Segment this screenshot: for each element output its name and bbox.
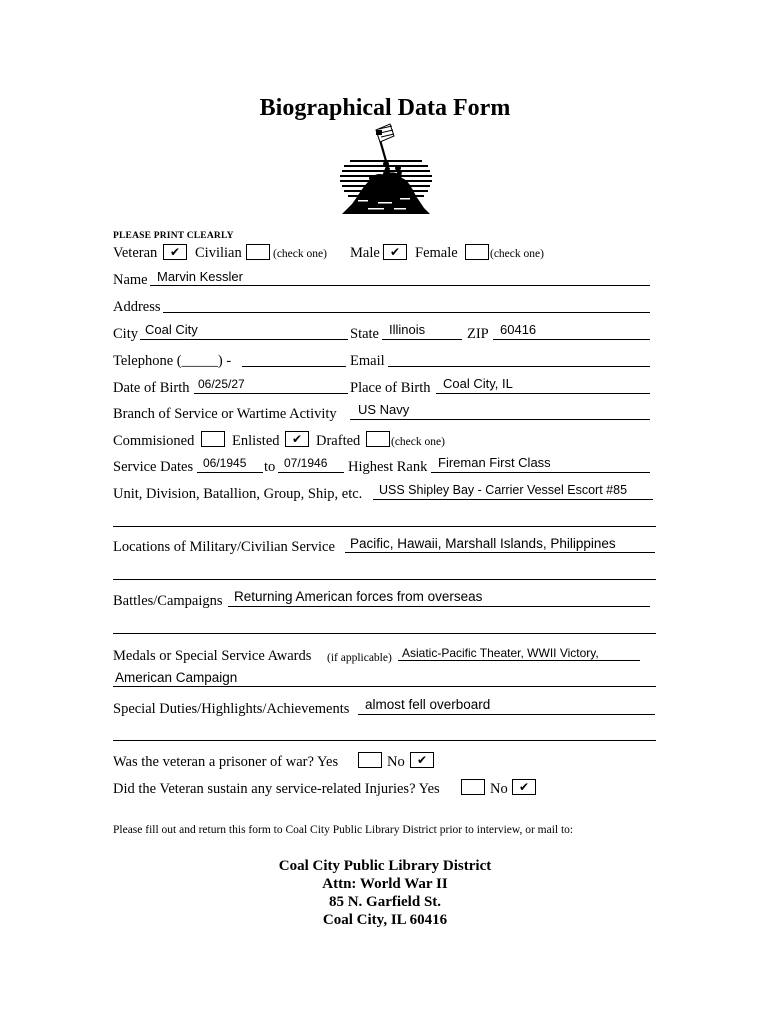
pow-question: Was the veteran a prisoner of war? Yes [113, 754, 339, 770]
zip-label: ZIP [467, 326, 489, 342]
drafted-checkbox[interactable] [366, 431, 390, 447]
female-checkbox[interactable] [465, 244, 489, 260]
special-duties-continuation-line[interactable] [113, 740, 656, 741]
civilian-label: Civilian [195, 245, 242, 261]
email-label: Email [350, 353, 385, 369]
to-label: to [264, 459, 276, 475]
unit-label: Unit, Division, Batallion, Group, Ship, etc. [113, 486, 363, 502]
battles-label: Battles/Campaigns [113, 593, 223, 609]
city-label: City [113, 326, 138, 342]
locations-label: Locations of Military/Civilian Service [113, 539, 335, 555]
state-label: State [350, 326, 379, 342]
pob-value: Coal City, IL [443, 376, 513, 391]
branch-field[interactable] [350, 419, 650, 420]
service-to-value: 07/1946 [284, 456, 328, 470]
telephone-field[interactable] [242, 366, 346, 367]
form-title: Biographical Data Form [259, 95, 511, 121]
unit-field[interactable] [373, 499, 653, 500]
enlisted-label: Enlisted [232, 433, 280, 449]
flag-raising-emblem-icon [338, 122, 434, 222]
city-value: Coal City [145, 322, 198, 337]
unit-value: USS Shipley Bay - Carrier Vessel Escort #85 [379, 483, 628, 497]
battles-field[interactable] [228, 606, 650, 607]
injuries-yes-checkbox[interactable] [461, 779, 485, 795]
battles-continuation-line[interactable] [113, 633, 656, 634]
dob-field[interactable] [194, 393, 348, 394]
veteran-label: Veteran [113, 245, 158, 261]
zip-field[interactable] [493, 339, 650, 340]
pob-label: Place of Birth [350, 380, 431, 396]
locations-value: Pacific, Hawaii, Marshall Islands, Philippines [350, 536, 616, 551]
highest-rank-label: Highest Rank [348, 459, 428, 475]
if-applicable-note: (if applicable) [327, 652, 392, 664]
highest-rank-field[interactable] [431, 472, 650, 473]
state-value: Illinois [389, 322, 426, 337]
name-value: Marvin Kessler [157, 269, 243, 284]
medals-continuation-line[interactable] [113, 686, 656, 687]
mail-to-organization: Coal City Public Library District [278, 858, 492, 874]
mail-to-attention: Attn: World War II [322, 876, 448, 892]
commissioned-label: Commisioned [113, 433, 195, 449]
service-from-value: 06/1945 [203, 456, 247, 470]
dob-value: 06/25/27 [198, 377, 245, 391]
female-label: Female [415, 245, 458, 261]
injuries-no-checkbox[interactable]: ✔ [512, 779, 536, 795]
pow-no-label: No [387, 754, 405, 770]
service-from-field[interactable] [197, 472, 263, 473]
unit-continuation-line[interactable] [113, 526, 656, 527]
service-dates-label: Service Dates [113, 459, 194, 475]
email-field[interactable] [388, 366, 650, 367]
special-duties-field[interactable] [358, 714, 655, 715]
medals-value-line2: American Campaign [115, 670, 238, 685]
pow-no-checkbox[interactable]: ✔ [410, 752, 434, 768]
check-one-note: (check one) [273, 248, 327, 260]
branch-value: US Navy [358, 402, 410, 417]
dob-label: Date of Birth [113, 380, 190, 396]
print-clearly-instruction: PLEASE PRINT CLEARLY [113, 231, 234, 241]
veteran-checkbox[interactable]: ✔ [163, 244, 187, 260]
locations-field[interactable] [345, 552, 655, 553]
medals-value-line1: Asiatic-Pacific Theater, WWII Victory, [402, 646, 599, 660]
mail-to-city: Coal City, IL 60416 [322, 912, 448, 928]
civilian-checkbox[interactable] [246, 244, 270, 260]
state-field[interactable] [382, 339, 462, 340]
battles-value: Returning American forces from overseas [234, 589, 483, 604]
check-one-note: (check one) [490, 248, 544, 260]
address-label: Address [113, 299, 161, 315]
locations-continuation-line[interactable] [113, 579, 656, 580]
check-one-note: (check one) [391, 436, 445, 448]
return-instruction: Please fill out and return this form to Coal City Public Library District prior to interview, or mail to: [113, 824, 574, 836]
name-label: Name [113, 272, 148, 288]
enlisted-checkbox[interactable]: ✔ [285, 431, 309, 447]
mail-to-street: 85 N. Garfield St. [328, 894, 442, 910]
branch-label: Branch of Service or Wartime Activity [113, 406, 337, 422]
name-field[interactable] [150, 285, 650, 286]
male-label: Male [350, 245, 380, 261]
drafted-label: Drafted [316, 433, 361, 449]
telephone-label: Telephone (_____) - [113, 353, 232, 369]
commissioned-checkbox[interactable] [201, 431, 225, 447]
pob-field[interactable] [436, 393, 650, 394]
injuries-question: Did the Veteran sustain any service-related Injuries? Yes [113, 781, 440, 797]
pow-yes-checkbox[interactable] [358, 752, 382, 768]
zip-value: 60416 [500, 322, 537, 337]
injuries-no-label: No [490, 781, 508, 797]
service-to-field[interactable] [278, 472, 344, 473]
male-checkbox[interactable]: ✔ [383, 244, 407, 260]
highest-rank-value: Fireman First Class [438, 455, 551, 470]
medals-label: Medals or Special Service Awards [113, 648, 312, 664]
address-field[interactable] [163, 312, 650, 313]
special-duties-label: Special Duties/Highlights/Achievements [113, 701, 350, 717]
city-field[interactable] [140, 339, 348, 340]
special-duties-value: almost fell overboard [365, 697, 491, 712]
